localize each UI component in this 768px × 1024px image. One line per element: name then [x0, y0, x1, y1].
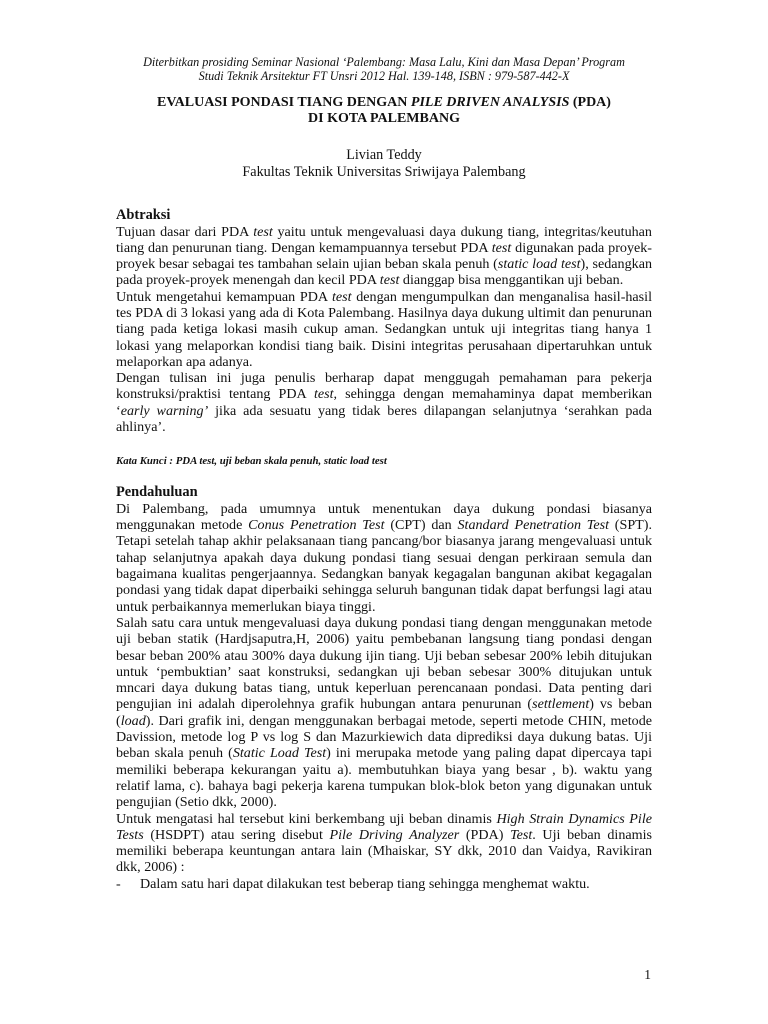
keywords: Kata Kunci : PDA test, uji beban skala penuh, static load test: [116, 455, 387, 468]
paper-title-line-2: DI KOTA PALEMBANG: [308, 111, 460, 126]
page-number: 1: [644, 967, 651, 982]
introduction-paragraph-3: Untuk mengatasi hal tersebut kini berkembang uji beban dinamis High Strain Dynamics Pile Tests (HSDPT) atau sering disebut Pile Driving Analyzer (PDA) Test. Uji beban dinamis memiliki beberapa keuntungan antara lain (Mhaiskar, SY dkk, 2010 dan Vaidya, Ravikiran dkk, 2006) :: [116, 810, 652, 876]
abstract-paragraph-2: Untuk mengetahui kemampuan PDA test dengan mengumpulkan dan menganalisa hasil-hasil tes PDA di 3 lokasi yang ada di Kota Palembang. Hasilnya daya dukung ultimit dan penurunan tiang pada ketiga lokasi masih cukup aman. Sedangkan untuk uji integritas tiang hanya 1 lokasi yang melaporkan kondisi tiang baik. Disini integritas perusahaan dipertaruhkan untuk melaporkan apa adanya.: [116, 288, 653, 370]
publication-note-line-1: Diterbitkan prosiding Seminar Nasional ‘Palembang: Masa Lalu, Kini dan Masa Depan’ Program: [143, 55, 625, 69]
bullet-mark: -: [116, 875, 121, 892]
author-block: [116, 147, 652, 181]
introduction-paragraph-2: Salah satu cara untuk mengevaluasi daya dukung pondasi tiang dengan menggunakan metode uji beban statik (Hardjsaputra,H, 2006) yaitu pembebanan langsung tiang pondasi dengan besar beban 200% atau 300% daya dukung ijin tiang. Uji beban sebesar 200% lebih ditujukan untuk ‘pembuktian’ saat konstruksi, sedangkan uji beban sebesar 300% ditujukan untuk mncari daya dukung batas tiang, untuk keperluan perencanaan pondasi. Data penting dari pengujian ini adalah diperolehnya grafik hubungan antara penurunan (settlement) vs beban (load). Dari grafik ini, dengan menggunakan berbagai metode, seperti metode CHIN, metode Davission, metode log P vs log S dan Mazurkiewich data diprediksi daya dukung batas. Uji beban skala penuh (Static Load Test) ini merupaka metode yang paling dapat dipercaya tapi memiliki beberapa kekurangan yaitu a). membutuhkan biaya yang besar , b). waktu yang relatif lama, c). bahaya bagi pekerja karena tumpukan blok-blok beton yang digunakan untuk pengujian (Setio dkk, 2000).: [116, 614, 653, 811]
introduction-paragraph-1: Di Palembang, pada umumnya untuk menentukan daya dukung pondasi biasanya menggunakan metode Conus Penetration Test (CPT) dan Standard Penetration Test (SPT). Tetapi setelah tahap akhir pelaksanaan tiang pancang/bor biasanya jarang mengevaluasi untuk tahap selanjutnya apakah daya dukung pondasi tiang sesuai dengan perkiraan semula dan bagaimana kualitas pengerjaannya. Sedangkan banyak kegagalan bangunan akibat kegagalan pondasi yang tidak dapat diperbaiki sehingga seluruh bangunan tidak dapat berfungsi lagi atau untuk perbaikannya memerlukan biaya tinggi.: [116, 500, 652, 615]
abstract-paragraph-3: Dengan tulisan ini juga penulis berharap dapat menggugah pemahaman para pekerja konstruksi/praktisi tentang PDA test, sehingga dengan memahaminya dapat memberikan ‘early warning’ jika ada sesuatu yang tidak beres dilapangan selanjutnya ‘serahkan pada ahlinya’.: [116, 370, 652, 436]
paper-title: [116, 95, 652, 127]
abstract-paragraph-1: Tujuan dasar dari PDA test yaitu untuk mengevaluasi daya dukung tiang, integritas/keutuhan tiang dan penurunan tiang. Dengan kemampuannya tersebut PDA test digunakan pada proyek-proyek besar sebagai tes tambahan selain ujian beban skala penuh (static load test), sedangkan pada proyek-proyek menengah dan kecil PDA test dianggap bisa menggantikan uji beban.: [116, 223, 653, 289]
author-name: Livian Teddy: [346, 147, 422, 163]
document-page: [116, 55, 652, 892]
publication-note-line-2: Studi Teknik Arsitektur FT Unsri 2012 Hal. 139-148, ISBN : 979-587-442-X: [198, 69, 570, 83]
paper-title-line-1: EVALUASI PONDASI TIANG DENGAN PILE DRIVEN ANALYSIS (PDA): [157, 95, 611, 110]
abstract-heading: Abtraksi: [116, 207, 171, 223]
author-affiliation: Fakultas Teknik Universitas Sriwijaya Palembang: [242, 164, 526, 180]
publication-note: [116, 55, 652, 83]
bullet-text: Dalam satu hari dapat dilakukan test beberap tiang sehingga menghemat waktu.: [140, 875, 590, 892]
bullet-item: [116, 876, 652, 892]
introduction-heading: Pendahuluan: [116, 484, 198, 501]
